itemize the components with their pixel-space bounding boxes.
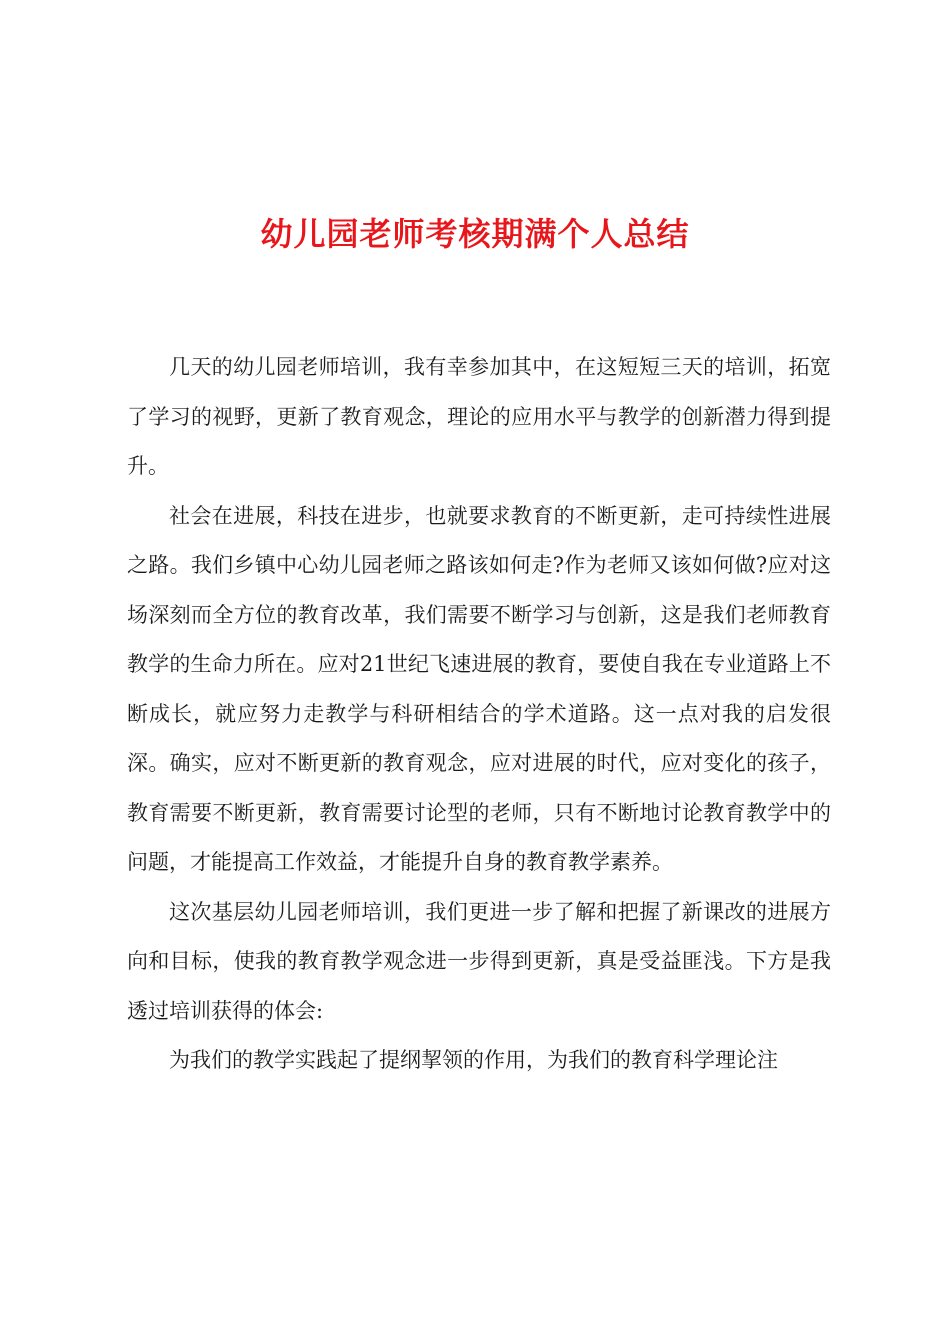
document-title: 幼儿园老师考核期满个人总结 bbox=[260, 215, 690, 253]
paragraph-4: 为我们的教学实践起了提纲挈领的作用，为我们的教育科学理论注 bbox=[169, 1048, 778, 1072]
paragraph-2: 社会在进展，科技在进步，也就要求教育的不断更新，走可持续性进展之路。我们乡镇中心幼儿园老师之路该如何走?作为老师又该如何做?应对这场深刻而全方位的教育改革，我们需要不断学习与创新，这是我们老师教育教学的生命力所在。应对21世纪飞速进展的教育，要使自我在专业道路上不断成长，就应努力走教学与科研相结合的学术道路。这一点对我的启发很深。确实，应对不断更新的教育观念，应对进展的时代，应对变化的孩子，教育需要不断更新，教育需要讨论型的老师，只有不断地讨论教育教学中的问题，才能提高工作效益，才能提升自身的教育教学素养。 bbox=[127, 503, 831, 874]
paragraph-1: 几天的幼儿园老师培训，我有幸参加其中，在这短短三天的培训，拓宽了学习的视野，更新了教育观念，理论的应用水平与教学的创新潜力得到提升。 bbox=[127, 355, 831, 478]
paragraph-3: 这次基层幼儿园老师培训，我们更进一步了解和把握了新课改的进展方向和目标，使我的教育教学观念进一步得到更新，真是受益匪浅。下方是我透过培训获得的体会: bbox=[127, 899, 831, 1023]
document-body bbox=[127, 343, 831, 1086]
